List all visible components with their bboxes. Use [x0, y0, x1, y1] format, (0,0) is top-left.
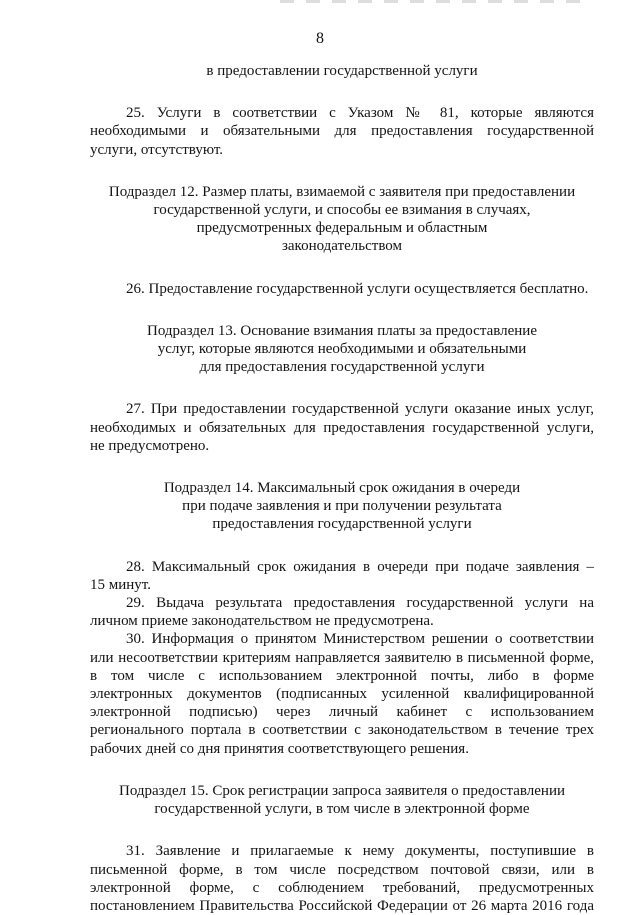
- section-heading: [90, 62, 594, 80]
- paragraph-line: не предусмотрено.: [90, 437, 210, 454]
- heading-line: предусмотренных федеральным и областным: [196, 220, 488, 237]
- paragraph-line: 15 минут.: [90, 576, 151, 593]
- heading-line: государственной услуги, в том числе в электронной форме: [154, 801, 530, 818]
- spacer: [90, 376, 594, 400]
- spacer: [90, 758, 594, 782]
- paragraph: [90, 280, 594, 298]
- spacer: [90, 80, 594, 104]
- scan-artifact: [280, 0, 580, 3]
- paragraph-line: электронных документов (подписанных усиленной квалифицированной: [90, 686, 594, 703]
- paragraph-line: рабочих дней со дня принятия соответствующего решения.: [90, 740, 469, 757]
- paragraph-line: электронной форме, с соблюдением требований, предусмотренных: [90, 879, 594, 896]
- spacer: [90, 298, 594, 322]
- heading-line: предоставления государственной услуги: [212, 516, 472, 533]
- spacer: [90, 818, 594, 842]
- paragraph-line: 31. Заявление и прилагаемые к нему документы, поступившие в: [126, 843, 594, 860]
- paragraph: [90, 400, 594, 455]
- paragraph-line: необходимых и обязательных для предоставления государственной услуги,: [90, 419, 594, 436]
- paragraph-line: электронной подписью) через личный кабинет с использованием: [90, 704, 594, 721]
- paragraph-line: или несоответствии критериям направляется заявителю в письменной форме,: [90, 649, 594, 666]
- heading-line: государственной услуги, и способы ее взимания в случаях,: [153, 202, 531, 219]
- paragraph-line: 27. При предоставлении государственной услуги оказание иных услуг,: [126, 401, 594, 418]
- paragraph-line: письменной форме, в том числе посредством почтовой связи, или в: [90, 861, 594, 878]
- document-body: [90, 62, 594, 915]
- paragraph-line: 25. Услуги в соответствии с Указом № 81, которые являются: [126, 105, 594, 122]
- heading-line: при подаче заявления и при получении результата: [182, 498, 502, 515]
- paragraph-line: 29. Выдача результата предоставления государственной услуги на: [126, 595, 594, 612]
- section-heading: [90, 183, 594, 256]
- paragraph: [90, 842, 594, 915]
- paragraph-line: постановлением Правительства Российской Федерации от 26 марта 2016 года: [90, 897, 594, 914]
- paragraph-line: личном приеме законодательством не предусмотрена.: [90, 613, 434, 630]
- spacer: [90, 159, 594, 183]
- spacer: [90, 256, 594, 280]
- heading-line: Подраздел 14. Максимальный срок ожидания в очереди: [163, 480, 521, 497]
- section-heading: [90, 782, 594, 818]
- spacer: [90, 534, 594, 558]
- heading-line: законодательством: [281, 238, 403, 255]
- paragraph-line: в том числе с использованием электронной почты, либо в форме: [90, 667, 594, 684]
- heading-line: Подраздел 13. Основание взимания платы за предоставление: [147, 322, 537, 339]
- paragraph-line: регионального портала в соответствии с законодательством в течение трех: [90, 722, 594, 739]
- paragraph-line: 28. Максимальный срок ожидания в очереди при подаче заявления –: [126, 558, 594, 575]
- paragraph-line: необходимыми и обязательными для предоставления государственной: [90, 123, 594, 140]
- paragraph-line: 30. Информация о принятом Министерством решении о соответствии: [126, 631, 594, 648]
- paragraph: [90, 630, 594, 757]
- heading-line: Подраздел 12. Размер платы, взимаемой с заявителя при предоставлении: [108, 183, 576, 200]
- paragraph: [90, 104, 594, 159]
- section-heading: [90, 479, 594, 534]
- heading-line: для предоставления государственной услуги: [199, 359, 485, 376]
- paragraph-line: 26. Предоставление государственной услуги осуществляется бесплатно.: [126, 280, 589, 297]
- heading-line: в предоставлении государственной услуги: [206, 63, 478, 79]
- paragraph: [90, 558, 594, 594]
- page-number: 8: [316, 30, 324, 47]
- heading-line: Подраздел 15. Срок регистрации запроса заявителя о предоставлении: [118, 782, 565, 799]
- heading-line: услуг, которые являются необходимыми и обязательными: [157, 341, 527, 358]
- paragraph-line: услуги, отсутствуют.: [90, 141, 224, 158]
- spacer: [90, 455, 594, 479]
- paragraph: [90, 594, 594, 630]
- section-heading: [90, 322, 594, 377]
